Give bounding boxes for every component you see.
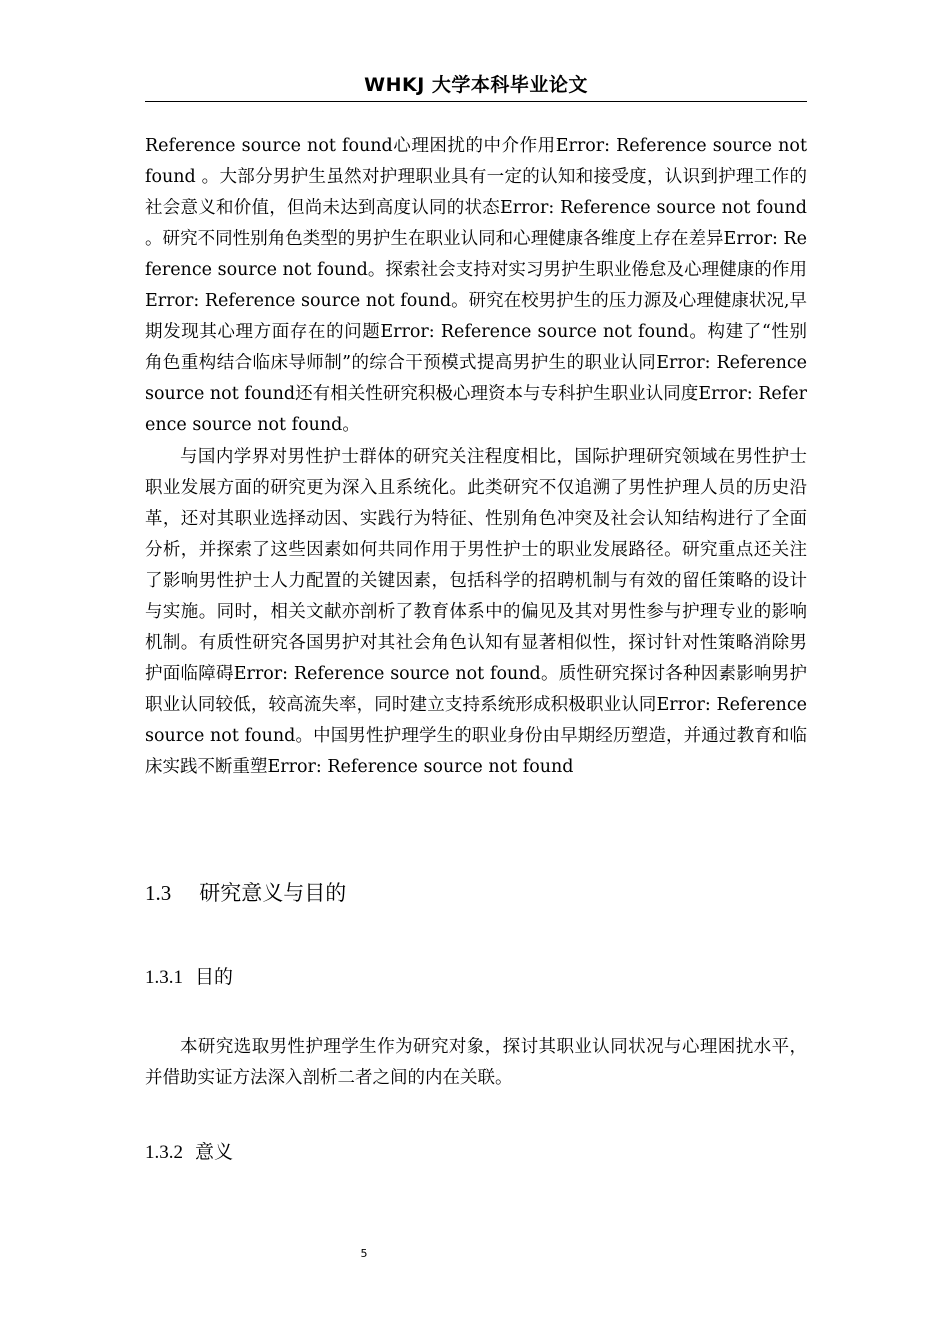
section-title: 研究意义与目的 xyxy=(199,881,347,905)
subsection-heading-1-3-2 xyxy=(145,1137,233,1164)
header-divider xyxy=(145,101,807,102)
subsection-title: 目的 xyxy=(195,966,234,988)
purpose-paragraph: 本研究选取男性护理学生作为研究对象，探讨其职业认同状况与心理困扰水平，并借助实证方法深入剖析二者之间的内在关联。 xyxy=(145,1037,807,1088)
body-paragraph-1: Reference source not found心理困扰的中介作用Error: Reference source not found 。大部分男护生虽然对护理职业具有一定的认知和接受度，认识到护理工作的社会意义和价值，但尚未达到高度认同的状态Error: Reference source not found 。研究不同性别角色类型的男护生在职业认同和心理健康各维度上存在差异Error: Reference source not found。探索社会支持对实习男护生职业倦怠及心理健康的作用Error: Reference source not found。研究在校男护生的压力源及心理健康状况,早期发现其心理方面存在的问题Error: Reference source not found。构建了“性别角色重构结合临床导师制”的综合干预模式提高男护生的职业认同Error: Reference source not found还有相关性研究积极心理资本与专科护生职业认同度Error: Reference source not found。 xyxy=(145,136,807,435)
subsection-number: 1.3.1 xyxy=(145,967,183,988)
section-heading-1-3 xyxy=(145,877,346,907)
subsection-number: 1.3.2 xyxy=(145,1142,183,1163)
subsection-title: 意义 xyxy=(195,1141,234,1163)
subsection-heading-1-3-1 xyxy=(145,962,233,989)
body-paragraph-2: 与国内学界对男性护士群体的研究关注程度相比，国际护理研究领域在男性护士职业发展方面的研究更为深入且系统化。此类研究不仅追溯了男性护理人员的历史沿革，还对其职业选择动因、实践行为特征、性别角色冲突及社会认知结构进行了全面分析，并探索了这些因素如何共同作用于男性护士的职业发展路径。研究重点还关注了影响男性护士人力配置的关键因素，包括科学的招聘机制与有效的留任策略的设计与实施。同时，相关文献亦剖析了教育体系中的偏见及其对男性参与护理专业的影响机制。有质性研究各国男护对其社会角色认知有显著相似性，探讨针对性策略消除男护面临障碍Error: Reference source not found。质性研究探讨各种因素影响男护职业认同较低，较高流失率，同时建立支持系统形成积极职业认同Error: Reference source not found。中国男性护理学生的职业身份由早期经历塑造，并通过教育和临床实践不断重塑Error: Reference source not found xyxy=(145,447,807,777)
page-header-title: WHKJ 大学本科毕业论文 xyxy=(364,74,588,96)
page-number: 5 xyxy=(360,1247,368,1260)
section-number: 1.3 xyxy=(145,881,172,905)
